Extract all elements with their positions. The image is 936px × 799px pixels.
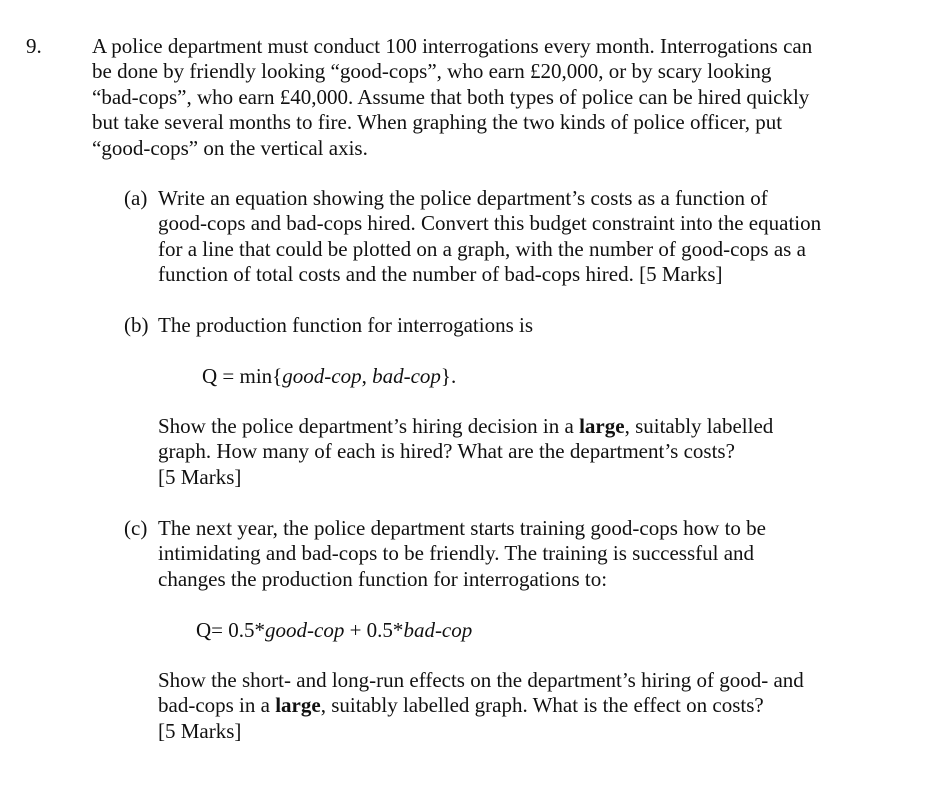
part-a-line: Write an equation showing the police department’s costs as a function of [158,186,768,210]
intro-line: “bad-cops”, who earn £40,000. Assume that both types of police can be hired quickly [92,84,810,109]
text-run: , suitably labelled graph. What is the effect on costs? [320,693,764,718]
formula-prefix: Q= 0.5* [196,618,266,642]
formula-mid: + 0.5* [344,618,404,642]
part-c-line: intimidating and bad-cops to be friendly. The training is successful and [158,541,755,566]
part-c-para-line: Show the short- and long-run effects on the department’s hiring of good- and [158,668,804,692]
part-c-text [158,516,878,592]
part-b-para-line [158,414,878,439]
formula-suffix: }. [440,364,457,388]
part-c-line: The next year, the police department starts training good-cops how to be [158,516,766,540]
part-c-marks: [5 Marks] [158,718,242,743]
part-c-para-line [158,693,878,718]
part-c-line: changes the production function for interrogations to: [158,566,608,591]
part-b-instructions [158,414,878,490]
formula-var-good-cop: good-cop [282,364,362,388]
formula-var-bad-cop: bad-cop [403,618,473,642]
intro-line: but take several months to fire. When graphing the two kinds of police officer, put [92,110,783,135]
part-c-label: (c) [124,516,148,540]
question-intro [92,34,872,161]
production-function-min [202,364,456,389]
question-number: 9. [26,34,42,58]
part-a-line: function of total costs and the number of bad-cops hired. [5 Marks] [158,262,723,287]
production-function-linear [196,618,472,643]
part-b-label: (b) [124,313,149,337]
formula-prefix: Q = min{ [202,364,283,388]
formula-var-good-cop: good-cop [265,618,345,642]
part-a-text [158,186,878,288]
part-c-instructions [158,668,878,744]
intro-line: “good-cops” on the vertical axis. [92,135,368,160]
formula-separator: , [361,364,373,388]
emphasis-large: large [579,414,625,438]
text-run: bad-cops in a [158,693,276,718]
part-b-text [158,313,878,338]
part-a-line: good-cops and bad-cops hired. Convert this budget constraint into the equation [158,211,822,236]
intro-line: A police department must conduct 100 interrogations every month. Interrogations can [92,34,813,58]
part-a-label: (a) [124,186,148,210]
text-run: , suitably labelled [624,414,774,438]
part-b-marks: [5 Marks] [158,464,242,489]
text-run: Show the police department’s hiring decision in a [158,414,580,438]
part-a-line: for a line that could be plotted on a graph, with the number of good-cops as a [158,236,806,261]
formula-var-bad-cop: bad-cop [372,364,441,388]
part-b-para-line: graph. How many of each is hired? What are the department’s costs? [158,439,735,464]
emphasis-large: large [275,693,321,718]
part-b-line: The production function for interrogations is [158,313,533,337]
intro-line: be done by friendly looking “good-cops”, who earn £20,000, or by scary looking [92,59,772,84]
